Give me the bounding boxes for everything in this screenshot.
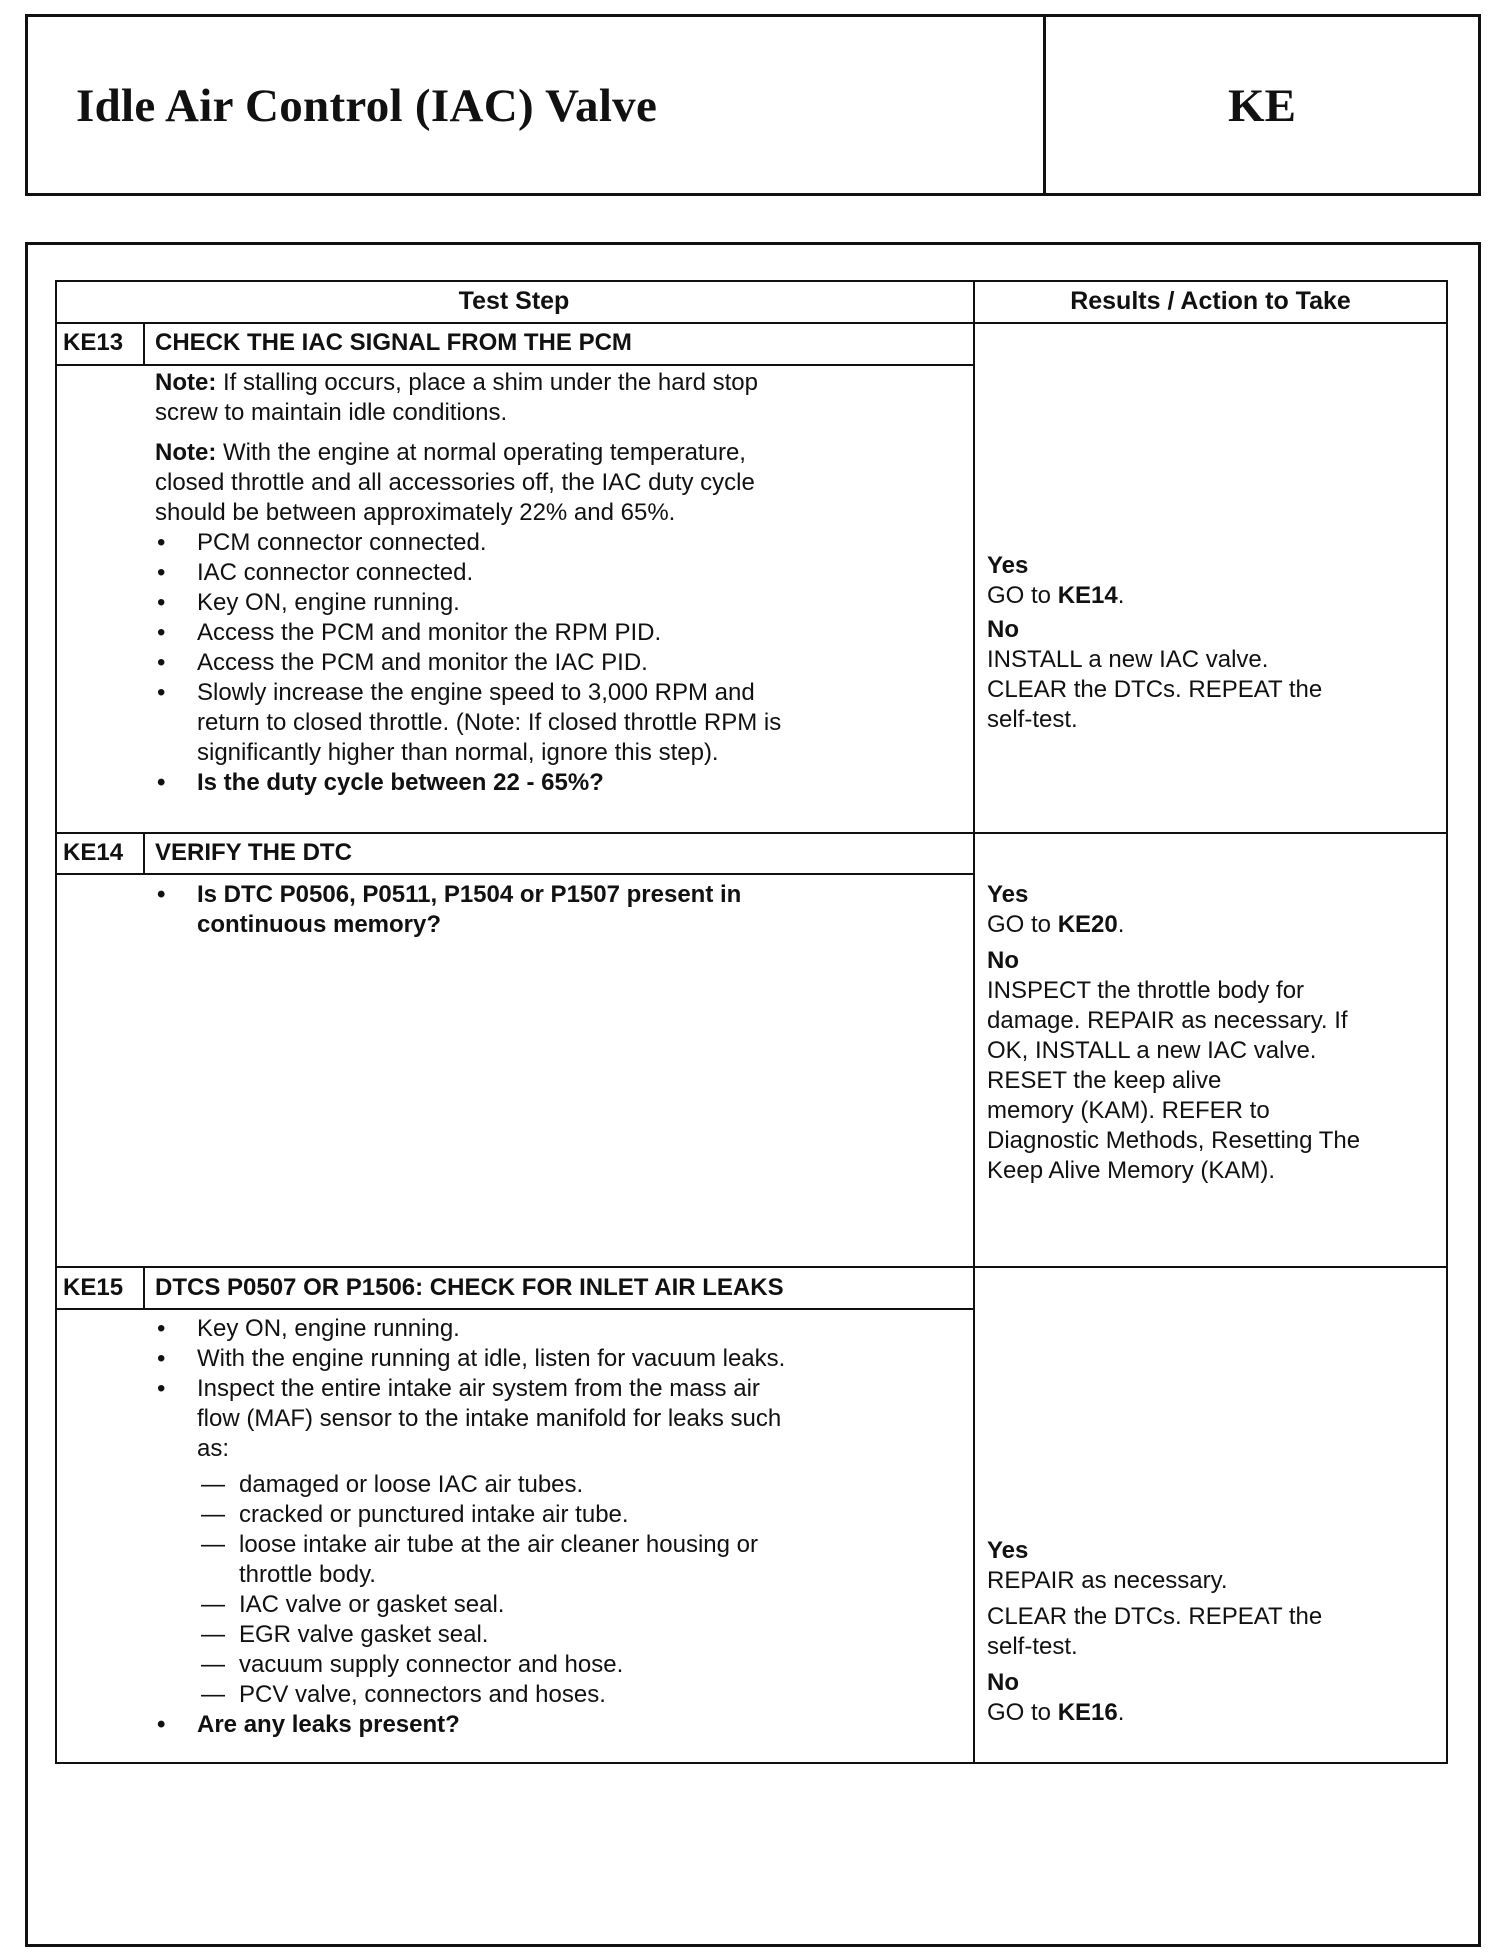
sub-list-item: — damaged or loose IAC air tubes. xyxy=(239,1470,785,1500)
table-border-bottom xyxy=(55,1762,1448,1764)
result-text: . xyxy=(1117,911,1125,938)
note-label: Note: xyxy=(155,439,217,466)
list-item: • Access the PCM and monitor the IAC PID. xyxy=(197,648,781,678)
note-text: With the engine at normal operating temperature, xyxy=(216,439,746,466)
sub-list-item-continuation: throttle body. xyxy=(239,1561,376,1588)
section-code: KE xyxy=(1228,80,1296,132)
step-id-ke15: KE15 xyxy=(63,1274,124,1301)
result-text: INSTALL a new IAC valve. xyxy=(987,646,1269,673)
step-title-ke14: VERIFY THE DTC xyxy=(155,839,352,866)
ke14-body xyxy=(197,880,741,940)
list-item: • PCM connector connected. xyxy=(197,528,781,558)
result-text: Diagnostic Methods, Resetting The xyxy=(987,1127,1361,1154)
step-reference: KE20 xyxy=(1057,911,1118,938)
col-header-test-step: Test Step xyxy=(458,287,570,315)
list-item-continuation: as: xyxy=(197,1435,230,1462)
step-question: • Is the duty cycle between 22 - 65%? xyxy=(197,768,781,798)
result-text: self-test. xyxy=(987,1633,1078,1660)
result-text: GO to xyxy=(987,911,1058,938)
sub-list-item: — cracked or punctured intake air tube. xyxy=(239,1500,785,1530)
result-text: . xyxy=(1117,582,1125,609)
result-text: CLEAR the DTCs. REPEAT the xyxy=(987,1603,1323,1630)
result-no-label: No xyxy=(987,947,1019,974)
list-item: • Key ON, engine running. xyxy=(197,588,781,618)
ke14-title-divider xyxy=(55,873,973,875)
test-step-table xyxy=(55,280,1448,1764)
ke13-body xyxy=(155,368,781,798)
step-id-ke13: KE13 xyxy=(63,329,124,356)
ke13-results xyxy=(987,551,1322,735)
ke13-title-divider xyxy=(55,364,973,366)
result-text: GO to xyxy=(987,1699,1058,1726)
result-text: REPAIR as necessary. xyxy=(987,1567,1228,1594)
result-text: self-test. xyxy=(987,706,1078,733)
ke14-row-divider xyxy=(55,832,1448,834)
list-item-continuation: return to closed throttle. (Note: If closed throttle RPM is xyxy=(197,709,782,736)
list-item: • With the engine running at idle, listen for vacuum leaks. xyxy=(197,1344,785,1374)
column-divider xyxy=(973,280,975,1764)
sub-list-item: — EGR valve gasket seal. xyxy=(239,1620,785,1650)
result-text: . xyxy=(1117,1699,1125,1726)
result-text: RESET the keep alive xyxy=(987,1067,1222,1094)
list-item-continuation: flow (MAF) sensor to the intake manifold for leaks such xyxy=(197,1405,782,1432)
result-text: CLEAR the DTCs. REPEAT the xyxy=(987,676,1323,703)
ke15-results xyxy=(987,1536,1322,1728)
note-text: If stalling occurs, place a shim under the hard stop xyxy=(216,369,758,396)
step-question-continuation: continuous memory? xyxy=(197,911,442,938)
ke15-title-divider xyxy=(55,1308,973,1310)
sub-list-item: — IAC valve or gasket seal. xyxy=(239,1590,785,1620)
result-no-label: No xyxy=(987,1669,1019,1696)
step-title-ke13: CHECK THE IAC SIGNAL FROM THE PCM xyxy=(155,329,632,356)
result-yes-label: Yes xyxy=(987,1537,1029,1564)
result-text: memory (KAM). REFER to xyxy=(987,1097,1270,1124)
title-box xyxy=(25,14,1481,196)
result-text: Keep Alive Memory (KAM). xyxy=(987,1157,1276,1184)
ke15-row-divider xyxy=(55,1266,1448,1268)
ke14-id-divider xyxy=(143,832,145,875)
ke15-id-divider xyxy=(143,1266,145,1310)
list-item: • IAC connector connected. xyxy=(197,558,781,588)
note-label: Note: xyxy=(155,369,217,396)
list-item: • Access the PCM and monitor the RPM PID. xyxy=(197,618,781,648)
ke14-results xyxy=(987,880,1360,1186)
result-no-label: No xyxy=(987,616,1019,643)
table-border-top xyxy=(55,280,1448,282)
result-text: damage. REPAIR as necessary. If xyxy=(987,1007,1348,1034)
ke15-body xyxy=(197,1314,785,1740)
step-title-ke15: DTCS P0507 OR P1506: CHECK FOR INLET AIR LEAKS xyxy=(155,1274,784,1301)
list-item: • Slowly increase the engine speed to 3,000 RPM and xyxy=(197,678,781,708)
sub-list-item: — loose intake air tube at the air cleaner housing or xyxy=(239,1530,785,1560)
result-text: OK, INSTALL a new IAC valve. xyxy=(987,1037,1317,1064)
note-text: should be between approximately 22% and 65%. xyxy=(155,499,676,526)
sub-list-item: — vacuum supply connector and hose. xyxy=(239,1650,785,1680)
result-text: GO to xyxy=(987,582,1058,609)
col-header-results: Results / Action to Take xyxy=(1070,287,1351,315)
page-title: Idle Air Control (IAC) Valve xyxy=(76,80,658,132)
result-text: INSPECT the throttle body for xyxy=(987,977,1305,1004)
table-border-right xyxy=(1446,280,1448,1764)
step-reference: KE14 xyxy=(1057,582,1118,609)
list-item: • Key ON, engine running. xyxy=(197,1314,785,1344)
step-question: • Are any leaks present? xyxy=(197,1710,785,1740)
note-text: closed throttle and all accessories off, the IAC duty cycle xyxy=(155,469,755,496)
result-yes-label: Yes xyxy=(987,552,1029,579)
step-id-ke14: KE14 xyxy=(63,839,124,866)
sub-list-item: — PCV valve, connectors and hoses. xyxy=(239,1680,785,1710)
result-yes-label: Yes xyxy=(987,881,1029,908)
step-question: • Is DTC P0506, P0511, P1504 or P1507 present in xyxy=(197,880,741,910)
step-reference: KE16 xyxy=(1057,1699,1118,1726)
note-text: screw to maintain idle conditions. xyxy=(155,399,508,426)
list-item: • Inspect the entire intake air system from the mass air xyxy=(197,1374,785,1404)
list-item-continuation: significantly higher than normal, ignore this step). xyxy=(197,739,719,766)
table-border-left xyxy=(55,280,57,1764)
header-divider xyxy=(55,322,1448,324)
ke13-id-divider xyxy=(143,322,145,366)
